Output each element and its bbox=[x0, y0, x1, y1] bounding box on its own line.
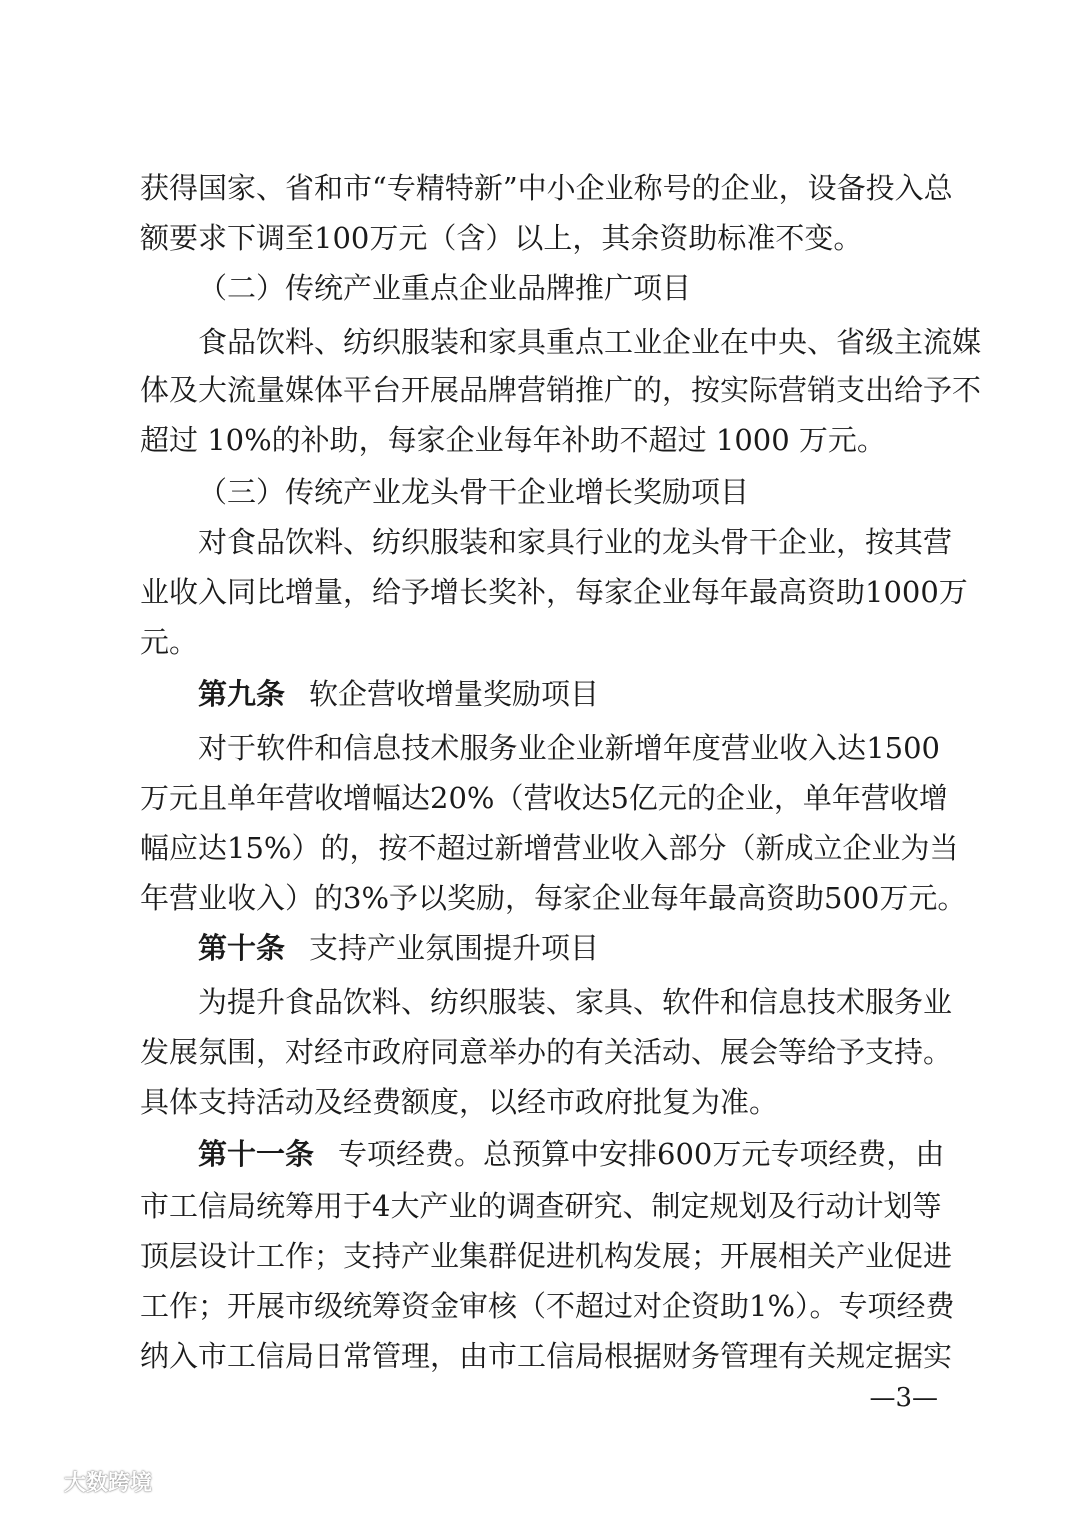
line-text: 工作；开展市级统筹资金审核（不超过对企资助1%）。专项经费 bbox=[140, 1289, 955, 1323]
page-number: —3— bbox=[869, 1383, 938, 1413]
line-text: （二）传统产业重点企业品牌推广项目 bbox=[198, 271, 692, 305]
text-line bbox=[140, 472, 940, 512]
text-line bbox=[140, 268, 940, 308]
line-text: 发展氛围，对经市政府同意举办的有关活动、展会等给予支持。 bbox=[140, 1035, 953, 1069]
article-heading-line bbox=[140, 928, 940, 968]
weibo-logo-icon bbox=[12, 1467, 58, 1497]
text-line bbox=[140, 218, 940, 258]
text-line bbox=[140, 622, 940, 662]
line-text: 获得国家、省和市“专精特新”中小企业称号的企业，设备投入总 bbox=[140, 171, 953, 205]
text-line bbox=[140, 728, 940, 768]
text-line bbox=[140, 1236, 953, 1276]
text-line bbox=[140, 322, 982, 362]
line-text: 为提升食品饮料、纺织服装、家具、软件和信息技术服务业 bbox=[198, 985, 953, 1019]
text-line bbox=[140, 778, 948, 818]
article-number: 第九条 bbox=[198, 677, 286, 711]
line-text: 体及大流量媒体平台开展品牌营销推广的，按实际营销支出给予不 bbox=[140, 373, 982, 407]
line-text: 食品饮料、纺织服装和家具重点工业企业在中央、省级主流媒 bbox=[198, 325, 982, 359]
line-text: 对食品饮料、纺织服装和家具行业的龙头骨干企业，按其营 bbox=[198, 525, 953, 559]
line-text: 超过 10%的补助，每家企业每年补助不超过 1000 万元。 bbox=[140, 423, 886, 457]
line-text: 业收入同比增量，给予增长奖补，每家企业每年最高资助1000万 bbox=[140, 575, 968, 609]
text-line bbox=[140, 1286, 955, 1326]
text-line bbox=[140, 1336, 953, 1376]
text-line bbox=[140, 1032, 953, 1072]
line-text: 具体支持活动及经费额度，以经市政府批复为准。 bbox=[140, 1085, 779, 1119]
text-line bbox=[140, 828, 959, 868]
article-number: 第十一条 bbox=[198, 1137, 315, 1171]
line-text: 额要求下调至100万元（含）以上，其余资助标准不变。 bbox=[140, 221, 863, 255]
article-number: 第十条 bbox=[198, 931, 286, 965]
line-text: 专项经费。总预算中安排600万元专项经费，由 bbox=[338, 1137, 945, 1171]
text-line bbox=[140, 168, 953, 208]
line-text: 年营业收入）的3%予以奖励，每家企业每年最高资助500万元。 bbox=[140, 881, 967, 915]
watermark-text: 大数跨境 bbox=[64, 1471, 153, 1496]
line-text: 万元且单年营收增幅达20%（营收达5亿元的企业，单年营收增 bbox=[140, 781, 948, 815]
line-text: 对于软件和信息技术服务业企业新增年度营业收入达1500 bbox=[198, 731, 940, 765]
text-line bbox=[140, 982, 953, 1022]
article-heading-line bbox=[140, 1134, 945, 1174]
text-line bbox=[140, 522, 953, 562]
text-line bbox=[140, 878, 967, 918]
text-line bbox=[140, 572, 968, 612]
line-text: 软企营收增量奖励项目 bbox=[309, 677, 600, 711]
text-line bbox=[140, 420, 940, 460]
text-line bbox=[140, 370, 982, 410]
text-line bbox=[140, 1082, 940, 1122]
line-text: 市工信局统筹用于4大产业的调查研究、制定规划及行动计划等 bbox=[140, 1189, 942, 1223]
line-text: 顶层设计工作；支持产业集群促进机构发展；开展相关产业促进 bbox=[140, 1239, 953, 1273]
text-line bbox=[140, 1186, 940, 1226]
line-text: 元。 bbox=[140, 625, 199, 659]
article-heading-line bbox=[140, 674, 940, 714]
line-text: 纳入市工信局日常管理，由市工信局根据财务管理有关规定据实 bbox=[140, 1339, 953, 1373]
watermark bbox=[12, 1466, 152, 1497]
line-text: 幅应达15%）的，按不超过新增营业收入部分（新成立企业为当 bbox=[140, 831, 959, 865]
line-text: 支持产业氛围提升项目 bbox=[309, 931, 600, 965]
line-text: （三）传统产业龙头骨干企业增长奖励项目 bbox=[198, 475, 750, 509]
